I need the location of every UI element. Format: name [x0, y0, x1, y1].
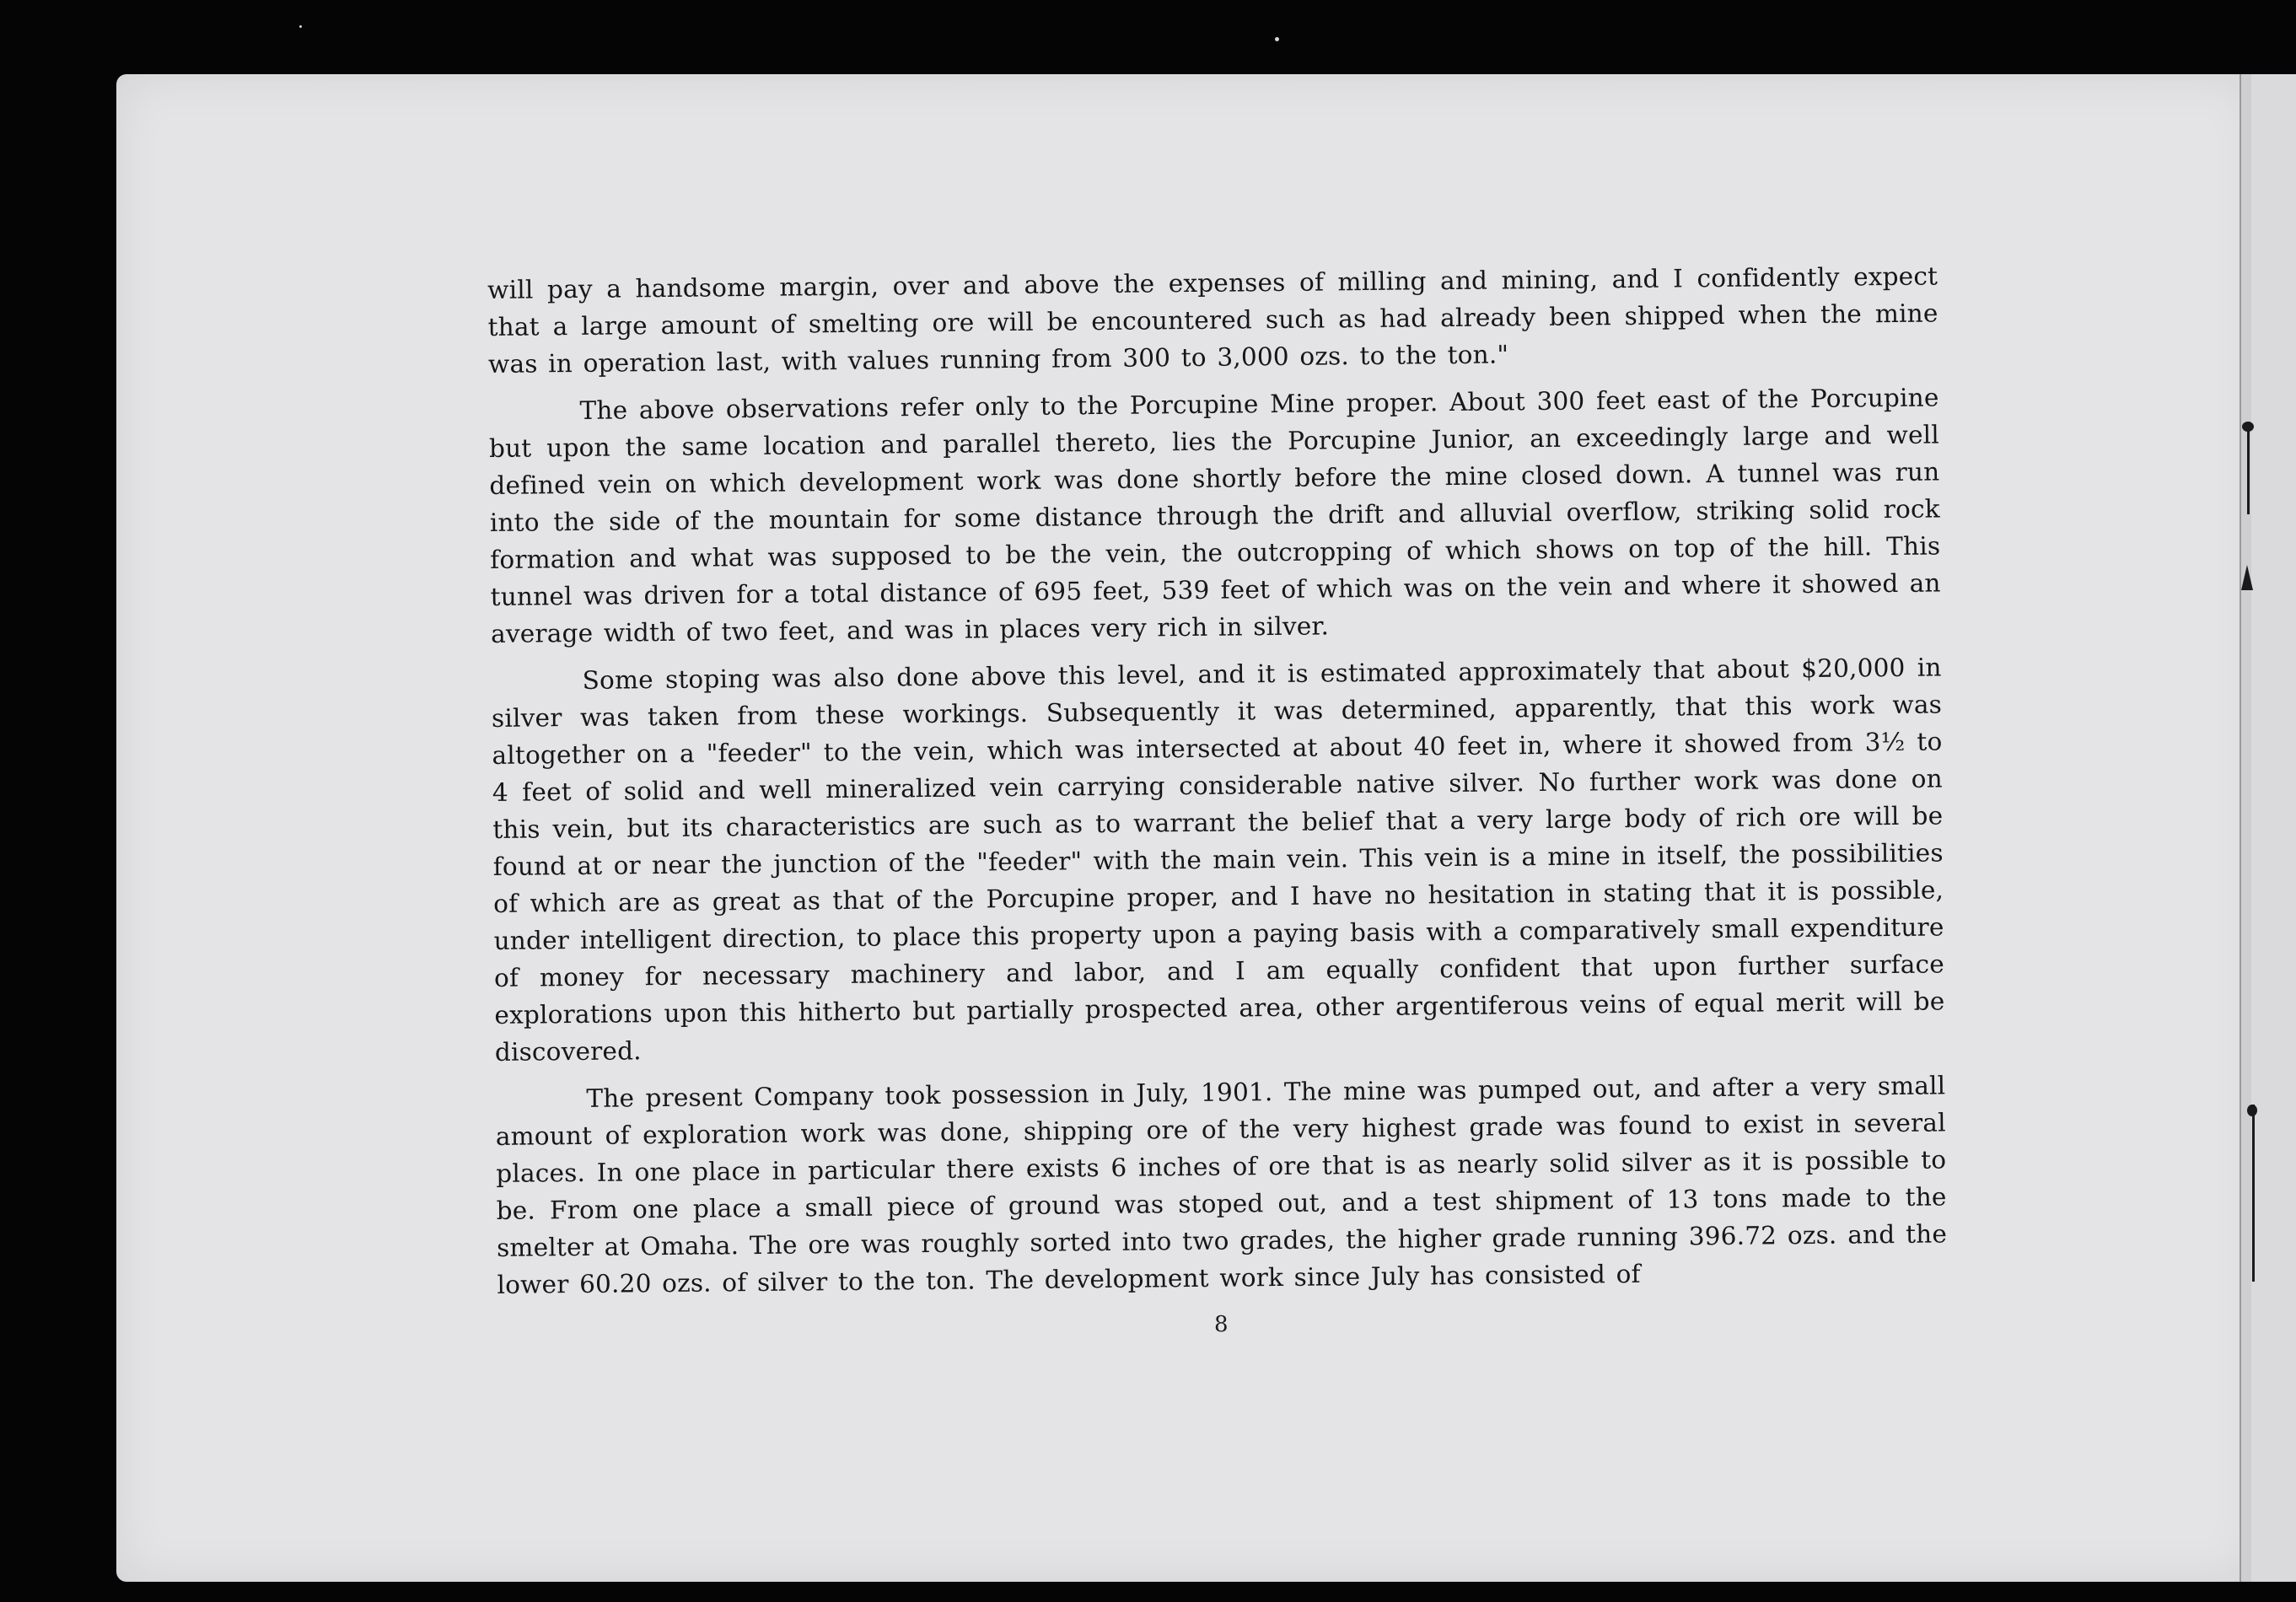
paragraph: will pay a handsome margin, over and above the expenses of milling and mining, and I confidently expect that a large amount of smelting ore will be encountered such as had already been shipped when the mine was in operation last, with values running from 300 to 3,000 ozs. to the ton."	[487, 261, 1938, 379]
scan-bottom-border	[0, 1582, 2296, 1602]
paragraph: The above observations refer only to the Porcupine Mine proper. About 300 feet east of the Porcupine but upon the same location and parallel thereto, lies the Porcupine Junior, an exceedingly large and well defined vein on which development work was done shortly before the mine closed down. A tunnel was run into the side of the mountain for some distance through the drift and alluvial overflow, striking solid rock formation and what was supposed to be the vein, the outcropping of which shows on top of the hill. This tunnel was driven for a total distance of 695 feet, 539 feet of which was on the vein and where it showed an average width of two feet, and was in places very rich in silver.	[488, 383, 1941, 648]
scan-speck	[1275, 37, 1279, 41]
scan-speck	[299, 25, 302, 28]
edge-mark-lower-tick	[2247, 1105, 2257, 1116]
paragraph: The present Company took possession in July, 1901. The mine was pumped out, and after a very small amount of exploration work was done, shipping ore of the very highest grade was found to exist in several places. In one place in particular there exists 6 inches of ore that is as nearly solid silver as it is possible to be. From one place a small piece of ground was stoped out, and a test shipment of 13 tons made to the smelter at Omaha. The ore was roughly sorted into two grades, the higher grade running 396.72 ozs. and the lower 60.20 ozs. of silver to the ton. The development work since July has consisted of	[495, 1071, 1948, 1299]
paragraph: Some stoping was also done above this level, and it is estimated approximately that about $20,000 in silver was taken from these workings. Subsequently it was determined, apparently, that this work was altogether on a "feeder" to the vein, which was intersected at about 40 feet in, where it showed from 3½ to 4 feet of solid and well mineralized vein carrying considerable native silver. No further work was done on this vein, but its characteristics are such as to warrant the belief that a very large body of rich ore will be found at or near the junction of the "feeder" with the main vein. This vein is a mine in itself, the possibilities of which are as great as that of the Porcupine proper, and I have no hesitation in stating that it is possible, under intelligent direction, to place this property upon a paying basis with a comparatively small expenditure of money for necessary machinery and labor, and I am equally confident that upon further surface explorations upon this hitherto but partially prospected area, other argentiferous veins of equal merit will be discovered.	[491, 653, 1945, 1067]
edge-mark-upper	[2247, 422, 2250, 514]
document-body	[487, 257, 1948, 1313]
edge-mark-upper-tick	[2242, 422, 2254, 432]
facing-page-strip	[2251, 74, 2296, 1582]
page-number: 8	[1214, 1312, 1229, 1337]
edge-mark-lower	[2252, 1105, 2255, 1282]
